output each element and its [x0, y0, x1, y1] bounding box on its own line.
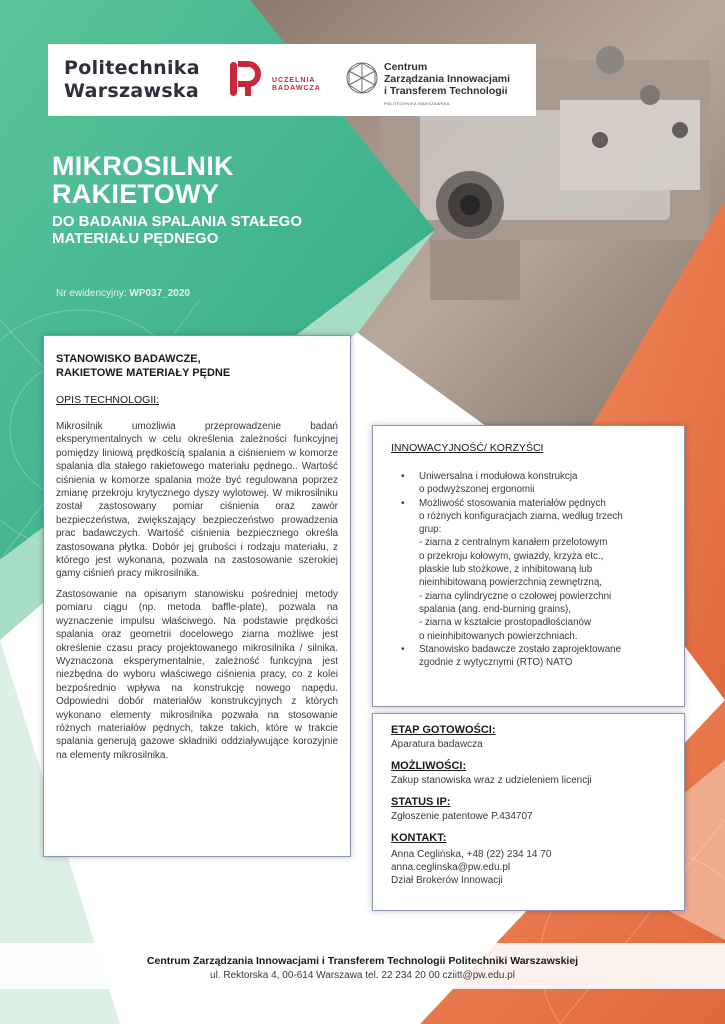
- bullet-icon: •: [401, 497, 405, 509]
- technology-description-heading: OPIS TECHNOLOGII:: [56, 394, 160, 406]
- cz-logo-icon: [344, 60, 380, 96]
- registry-value: WP037_2020: [129, 288, 190, 299]
- pw-logo-line2: Warszawska: [64, 80, 199, 102]
- benefit-text: - ziarna z centralnym kanałem przelotowym: [419, 537, 608, 549]
- bullet-icon: •: [401, 471, 405, 482]
- benefit-text: Uniwersalna i modułowa konstrukcja: [419, 471, 578, 482]
- footer-address: ul. Rektorska 4, 00-614 Warszawa tel. 22 234 20 00 cziitt@pw.edu.pl: [210, 970, 515, 981]
- benefit-text: - ziarna cylindryczne o czołowej powierzchni: [419, 590, 612, 602]
- benefit-text: o nieinhibitowanych powierzchniach.: [419, 630, 578, 642]
- ub-line1: UCZELNIA: [272, 77, 316, 84]
- benefit-text: o podwyższonej ergonomii: [419, 484, 535, 496]
- subtitle-line1: DO BADANIA SPALANIA STAŁEGO: [52, 213, 302, 230]
- benefit-text: o przekroju kołowym, gwiazdy, krzyża etc.,: [419, 550, 604, 562]
- description-paragraph-1: Mikrosilnik umożliwia przeprowadzenie badań eksperymentalnych w celu określenia zależności funkcyjnej pomiędzy liniową prędkością spalania a ciśnieniem w komorze spalania dla stałego rakietowego materiału pędnego.. Wartość ciśnienia w komorze spalania może być regulowana poprzez zmianę przekroju krytycznego dyszy wylotowej. W mikrosilniku został zastosowany pomiar ciśnienia oraz zawór bezpieczeństwa, zwiększający bezpieczeństwo prowadzenia prac badawczych. Wartość ciśnienia bezpiecznego określa zastosowana płytka. Dobór jej grubości i rodzaju materiału, z którego jest wykonana, pozwala na zastosowanie szerokiej gamy ciśnień pracy mikrosilnika.: [56, 421, 338, 580]
- page-title: [52, 152, 234, 208]
- cz-line1: Centrum: [384, 61, 428, 73]
- registry-number: [56, 288, 190, 299]
- benefit-text: - ziarna w kształcie prostopadłościanów: [419, 617, 592, 629]
- benefit-item-1: [391, 470, 676, 497]
- ub-line2: BADAWCZA: [272, 85, 321, 92]
- footer-organization: Centrum Zarządzania Innowacjami i Transferem Technologii Politechniki Warszawskiej: [146, 955, 579, 967]
- page-subtitle: [52, 213, 302, 247]
- bullet-icon: •: [401, 643, 405, 655]
- readiness-label: ETAP GOTOWOŚCI:: [391, 724, 496, 736]
- cz-line3: i Transferem Technologii: [384, 85, 508, 97]
- benefit-text: grup:: [419, 524, 442, 536]
- contact-email[interactable]: anna.ceglinska@pw.edu.pl: [391, 862, 511, 873]
- benefit-text: o różnych konfiguracjach ziarna, według trzech: [419, 510, 623, 522]
- benefit-item-3: [391, 643, 676, 670]
- benefit-text: Możliwość stosowania materiałów pędnych: [419, 497, 606, 509]
- title-line2: RAKIETOWY: [52, 179, 220, 209]
- status-panel: [372, 713, 685, 911]
- innovation-heading: INNOWACYJNOŚĆ/ KORZYŚCI: [391, 442, 544, 454]
- benefit-text: nieinhibitowaną powierzchnią zewnętrzną,: [419, 577, 602, 589]
- panel-heading-line2: RAKIETOWE MATERIAŁY PĘDNE: [56, 367, 231, 379]
- pw-logo: [64, 57, 200, 103]
- benefit-text: płaskie lub stożkowe, z inhibitowaną lub: [419, 564, 593, 576]
- innovation-panel: [372, 425, 685, 707]
- cz-logo-sub: POLITECHNIKA WARSZAWSKA: [384, 101, 450, 106]
- benefit-item-2: [391, 497, 676, 643]
- pw-logo-line1: Politechnika: [64, 57, 200, 79]
- options-label: MOŻLIWOŚCI:: [391, 760, 467, 772]
- contact-name: Anna Ceglińska, +48 (22) 234 14 70: [391, 849, 552, 860]
- ip-status-label: STATUS IP:: [391, 796, 451, 808]
- contact-label: KONTAKT:: [391, 832, 447, 844]
- description-panel: [43, 335, 351, 857]
- description-paragraph-2: Zastosowanie na opisanym stanowisku pośredniej metody pomiaru ciągu (np. metoda baffle-plate), pozwala na wyznaczenie impulsu właściwego. Na podstawie prędkości spalania oraz geometrii docelowego ziarna możliwe jest określenie czasu pracy projektowanego mikrosilnika / silnika. Wyznaczona eksperymentalnie, zależność funkcyjna jest niezbędna do wyboru właściwego ciśnienia pracy, co z kolei bezpośrednio wpływa na konstrukcję nowego napędu. Odpowiedni dobór materiałów konstrukcyjnych z których wykonano elementy mikrosilnika pozwala na stosowanie różnych materiałów pędnych, takze takich, które w trakcie spalania generują gazowe składniki oddziaływujące korozyjnie na elementy mikrosilnika.: [56, 588, 338, 761]
- ub-logo-icon: [226, 60, 266, 100]
- ip-status-value: Zgłoszenie patentowe P.434707: [391, 811, 533, 822]
- subtitle-line2: MATERIAŁU PĘDNEGO: [52, 230, 219, 247]
- benefits-list: [391, 470, 676, 669]
- cz-logo-text: [384, 61, 510, 97]
- benefit-text: Stanowisko badawcze zostało zaprojektowane: [419, 643, 622, 655]
- registry-label: Nr ewidencyjny:: [56, 288, 127, 299]
- contact-department: Dział Brokerów Innowacji: [391, 875, 503, 886]
- footer: [0, 943, 725, 989]
- options-value: Zakup stanowiska wraz z udzieleniem licencji: [391, 775, 592, 786]
- benefit-text: spalania (ang. end-burning grains),: [419, 603, 571, 615]
- panel-heading-line1: STANOWISKO BADAWCZE,: [56, 353, 201, 365]
- logo-bar: [48, 44, 536, 116]
- title-line1: MIKROSILNIK: [52, 151, 234, 181]
- readiness-value: Aparatura badawcza: [391, 739, 483, 750]
- benefit-text: zgodnie z wytycznymi (RTO) NATO: [419, 657, 573, 669]
- cz-line2: Zarządzania Innowacjami: [384, 73, 511, 85]
- ub-logo-text: [272, 77, 321, 93]
